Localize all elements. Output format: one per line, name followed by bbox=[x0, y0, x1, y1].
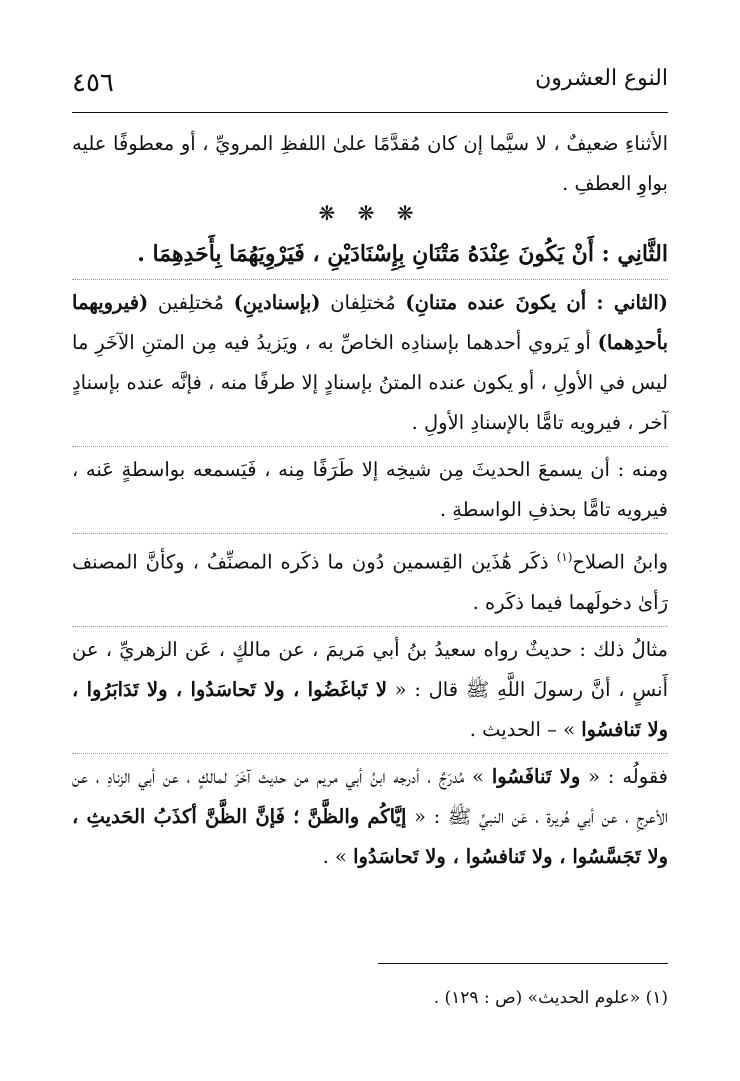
paragraph-6 bbox=[72, 757, 668, 877]
footnote-rule bbox=[378, 963, 668, 964]
paragraph-3: ومنه : أن يسمعَ الحديثَ مِن شيخِه إلا طَرَفًا مِنه ، فَيَسمعه بواسطةٍ عَنه ، فيرويه تامًّا بحذفِ الواسطةِ . bbox=[72, 458, 668, 521]
text-run: مُختلِفين bbox=[148, 291, 234, 314]
section-separator-stars: ❋ ❋ ❋ bbox=[318, 201, 422, 225]
page-header bbox=[72, 62, 668, 106]
dotted-divider bbox=[72, 279, 668, 280]
header-rule bbox=[72, 112, 668, 113]
text-run: » مُدرَجٌ ، أدرجه ابنُ أبي مريم من حديث آخَرَ لمالكٍ ، عن أبي الزنادِ ، عن الأعرجِ ، عن أبي هُريرة ، عَن النبيِّ ﷺ : « bbox=[72, 764, 669, 828]
dotted-divider bbox=[72, 753, 668, 754]
dotted-divider bbox=[72, 533, 668, 534]
bold-phrase: (بإسنادينِ) bbox=[233, 291, 321, 314]
hadith-quote: إيَّاكُم والظَّنَّ ؛ فَإنَّ الظَّنَّ أكذَبُ الحَديثِ ، ولا تَجَسَّسُوا ، ولا تَنافسُوا ، ولا تَحاسَدُوا bbox=[72, 804, 668, 868]
dotted-divider bbox=[72, 626, 668, 627]
text-run: مثالُ ذلك : حديثٌ رواه سعيدُ بنُ أبي مَريمَ ، عن مالكٍ ، عَن الزهريِّ ، عن أَنسٍ ، أنَّ رسولَ اللَّهِ ﷺ قال : « bbox=[72, 637, 668, 701]
footnote: (١) «علوم الحديث» (ص : ١٢٩) . bbox=[433, 988, 668, 1008]
paragraph-5 bbox=[72, 630, 668, 750]
paragraph-4 bbox=[72, 537, 668, 623]
text-run: » – الحديث . bbox=[469, 717, 582, 741]
hadith-quote: ولا تَنافَسُوا bbox=[491, 764, 581, 788]
running-head: النوع العشرون bbox=[535, 66, 668, 91]
footnote-reference: (١) bbox=[556, 550, 573, 564]
body-text bbox=[72, 124, 668, 877]
text-run: » . bbox=[322, 844, 354, 868]
section-heading: الثَّانِي : أَنْ يَكُونَ عِنْدَهُ مَتْنَانِ بِإِسْنَادَيْنِ ، فَيَرْوِيَهُمَا بِأَحَدِهِمَا . bbox=[137, 241, 668, 267]
paragraph-1: الأثناءِ ضعيفٌ ، لا سيَّما إن كان مُقدَّمًا علىٰ اللفظِ المرويِّ ، أو معطوفًا عليه بواوِ العطفِ . bbox=[72, 132, 668, 195]
paragraph-2 bbox=[72, 283, 668, 443]
text-run: فقولُه : « bbox=[580, 764, 668, 788]
page-number: ٤٥٦ bbox=[72, 68, 114, 98]
text-run: ذكَر هَٰذَين القِسمين دُون ما ذكَره المصنِّفُ ، وكأنَّ المصنف رَأىٰ دخولَهما فيما ذكَره . bbox=[72, 550, 668, 614]
text-run: وابنُ الصلاح bbox=[572, 550, 669, 574]
dotted-divider bbox=[72, 446, 668, 447]
hadith-quote: لا تَباغَضُوا ، ولا تَحاسَدُوا ، ولا تَدَابَرُوا ، ولا تَنافسُوا bbox=[72, 677, 668, 741]
text-run: مُختلِفان bbox=[320, 291, 406, 314]
text-run: أو يَروي أحدهما بإسنادِه الخاصِّ به ، ويَزيدُ فيه مِن المتنِ الآخَرِ ما ليس في الأولِ ، أو يكون عنده المتنُ بإسنادٍ إلا طرفًا منه ، فإنَّه عنده بإسنادٍ آخر ، فيرويه تامًّا بالإسنادِ الأولِ . bbox=[72, 331, 668, 434]
bold-phrase: (فيرويهما بأحدِهما) bbox=[72, 291, 668, 354]
bold-phrase: (الثاني : أن يكونَ عنده متنانِ) bbox=[405, 291, 668, 314]
